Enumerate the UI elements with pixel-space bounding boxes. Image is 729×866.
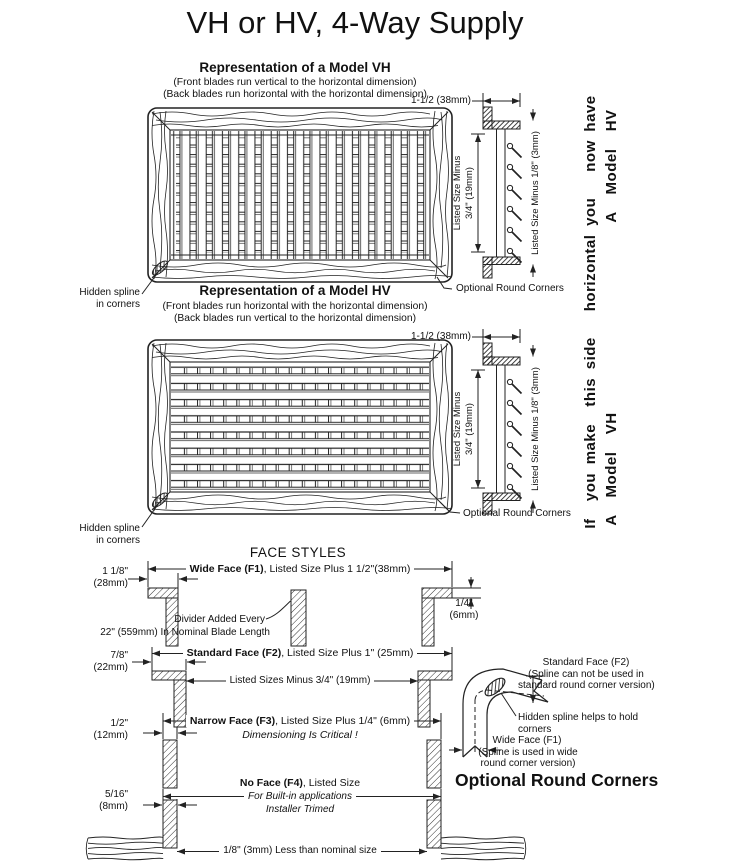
divider-note-1: Divider Added Every <box>174 614 265 625</box>
vh-depth-dim <box>452 133 476 253</box>
wide-face-label-bold: Wide Face (F1) <box>189 563 264 575</box>
hv-hidden-spline-label-1: Hidden spline <box>79 523 140 534</box>
vh-face-dim: Listed Size Minus 1/8" (3mm) <box>530 131 541 255</box>
divider-note-2: 22" (559mm) In Nominal Blade Length <box>100 627 270 638</box>
no-face-dim-mm: (8mm) <box>99 801 128 812</box>
vh-depth-dim-line1: Listed Size Minus <box>452 155 463 231</box>
face-styles-heading: FACE STYLES <box>249 545 347 560</box>
grille-hv-front-view <box>142 340 460 527</box>
wide-face-dim-in: 1 1/8" <box>102 566 128 577</box>
rc-standard-note-1: (Spline can not be used in <box>528 669 644 680</box>
standard-face-label-rest: , Listed Size Plus 1" (25mm) <box>281 647 414 659</box>
wide-face-label <box>150 563 450 575</box>
grille-side-view <box>471 93 533 278</box>
hv-depth-dim-line2: 3/4" (19mm) <box>464 403 475 455</box>
narrow-face-dim-mm: (12mm) <box>93 730 128 741</box>
standard-face-inner-dim-text: Listed Sizes Minus 3/4" (19mm) <box>226 675 375 686</box>
grille-vh-front-view <box>142 108 452 294</box>
rc-standard-note-2: standard round corner version) <box>518 680 655 691</box>
standard-face-dim-in: 7/8" <box>110 650 128 661</box>
wide-face-thickness-in: 1/4" <box>455 598 473 609</box>
wide-face-thickness-mm: (6mm) <box>449 610 479 621</box>
standard-face-label-bold: Standard Face (F2) <box>186 647 282 659</box>
hv-frame-width-dim: 1-1/2 (38mm) <box>410 331 471 342</box>
hv-depth-dim-line1: Listed Size Minus <box>452 391 463 467</box>
no-face-bottom-dim-text: 1/8" (3mm) Less than nominal size <box>219 845 381 856</box>
rc-wide-note-2: round corner version) <box>480 758 576 769</box>
page-title: VH or HV, 4-Way Supply <box>186 5 524 40</box>
narrow-face-label-bold: Narrow Face (F3) <box>189 715 276 727</box>
no-face-note-1 <box>150 791 450 803</box>
no-face-dim-in: 5/16" <box>104 789 128 800</box>
narrow-face-label-rest: , Listed Size Plus 1/4" (6mm) <box>275 715 411 727</box>
rc-wide-note-1: (Spline is used in wide <box>478 747 578 758</box>
vh-subtitle-1: (Front blades run vertical to the horizontal dimension) <box>173 77 417 88</box>
vh-heading: Representation of a Model VH <box>199 60 391 75</box>
rotate-note-model-vh: A Model VH <box>603 412 620 526</box>
hv-face-dim: Listed Size Minus 1/8" (3mm) <box>530 367 541 491</box>
rc-spline-note: Hidden spline helps to hold corners <box>518 712 639 735</box>
standard-face-inner-dim <box>150 675 450 687</box>
no-face-label-rest: , Listed Size <box>302 777 361 789</box>
hv-subtitle-1: (Front blades run horizontal with the horizontal dimension) <box>162 301 428 312</box>
vh-round-corners-label: Optional Round Corners <box>456 283 564 294</box>
vh-subtitle-2: (Back blades run horizontal with the horizontal dimension) <box>163 89 427 100</box>
rc-standard-label: Standard Face (F2) <box>542 657 630 668</box>
vh-hidden-spline-label-1: Hidden spline <box>79 287 140 298</box>
hv-hidden-spline-label-2: in corners <box>96 535 140 546</box>
narrow-face-dim-in: 1/2" <box>110 718 128 729</box>
narrow-face-label <box>150 715 450 727</box>
wall-section-right <box>441 837 526 860</box>
hv-heading: Representation of a Model HV <box>199 283 391 298</box>
rotate-note: If you make this side horizontal you now have <box>582 95 599 529</box>
standard-face-dim-mm: (22mm) <box>93 662 128 673</box>
rc-heading: Optional Round Corners <box>455 770 659 790</box>
vh-frame-width-dim: 1-1/2 (38mm) <box>410 95 471 106</box>
blade-pins <box>507 143 521 262</box>
no-face-note-2: Installer Trimed <box>265 804 335 815</box>
no-face-note-1-text: For Built-in applications <box>244 791 356 802</box>
vh-hidden-spline-label-2: in corners <box>96 299 140 310</box>
hv-round-corners-label: Optional Round Corners <box>463 508 571 519</box>
vh-depth-dim-line2: 3/4" (19mm) <box>464 167 475 219</box>
narrow-face-note: Dimensioning Is Critical ! <box>242 729 358 741</box>
no-face-label-bold: No Face (F4) <box>239 777 303 789</box>
wide-face-dim-mm: (28mm) <box>93 578 128 589</box>
standard-face-label <box>150 647 450 659</box>
wide-face-label-rest: , Listed Size Plus 1 1/2"(38mm) <box>263 563 411 575</box>
no-face-bottom-dim <box>150 845 450 857</box>
no-face-label <box>150 777 450 789</box>
hv-subtitle-2: (Back blades run vertical to the horizontal dimension) <box>173 313 417 324</box>
hv-depth-dim <box>452 369 476 489</box>
rotate-note-model-hv: A Model HV <box>603 109 620 223</box>
rc-wide-label: Wide Face (F1) <box>492 735 562 746</box>
